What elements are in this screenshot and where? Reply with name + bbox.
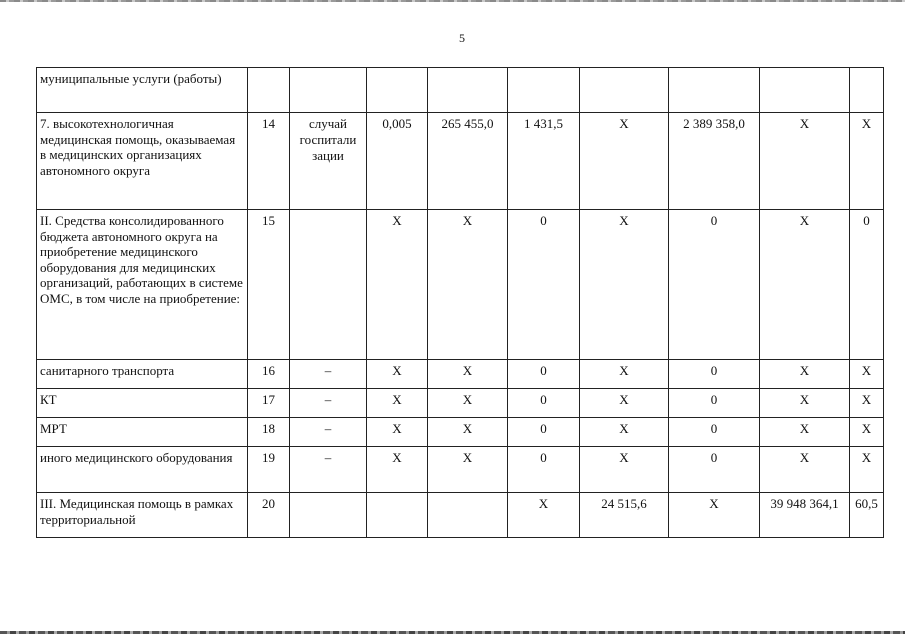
cell-c7: 0 bbox=[850, 210, 884, 360]
cell-c3: 0 bbox=[508, 210, 580, 360]
cell-c7: X bbox=[850, 113, 884, 210]
cell-c3: 0 bbox=[508, 418, 580, 447]
row-unit bbox=[290, 68, 367, 113]
row-name: муниципальные услуги (работы) bbox=[37, 68, 248, 113]
cell-c2: X bbox=[428, 389, 508, 418]
row-unit: случай госпитали зации bbox=[290, 113, 367, 210]
table-row bbox=[37, 418, 884, 447]
table-row bbox=[37, 389, 884, 418]
row-number: 14 bbox=[248, 113, 290, 210]
cell-c3: 0 bbox=[508, 447, 580, 493]
cell-c7: X bbox=[850, 447, 884, 493]
cell-c6: X bbox=[760, 447, 850, 493]
row-name: иного медицинского оборудования bbox=[37, 447, 248, 493]
row-unit: – bbox=[290, 418, 367, 447]
cell-c1: 0,005 bbox=[367, 113, 428, 210]
cell-c1: X bbox=[367, 210, 428, 360]
table-row bbox=[37, 68, 884, 113]
cell-c5: 0 bbox=[669, 360, 760, 389]
row-number: 16 bbox=[248, 360, 290, 389]
cell-c6: X bbox=[760, 113, 850, 210]
cell-c4: 24 515,6 bbox=[580, 493, 669, 538]
row-number: 17 bbox=[248, 389, 290, 418]
cell-c2: 265 455,0 bbox=[428, 113, 508, 210]
cell-c1: X bbox=[367, 447, 428, 493]
row-unit: – bbox=[290, 360, 367, 389]
data-table bbox=[36, 67, 884, 538]
cell-c7: X bbox=[850, 360, 884, 389]
cell-c6: 39 948 364,1 bbox=[760, 493, 850, 538]
scan-edge-top bbox=[0, 0, 905, 2]
cell-c4: X bbox=[580, 360, 669, 389]
cell-c5: X bbox=[669, 493, 760, 538]
row-number: 18 bbox=[248, 418, 290, 447]
cell-c2 bbox=[428, 68, 508, 113]
row-name: санитарного транспорта bbox=[37, 360, 248, 389]
table-row bbox=[37, 113, 884, 210]
cell-c6: X bbox=[760, 360, 850, 389]
scan-edge-bottom bbox=[0, 631, 905, 634]
cell-c5: 0 bbox=[669, 389, 760, 418]
cell-c4: X bbox=[580, 418, 669, 447]
cell-c5: 0 bbox=[669, 447, 760, 493]
cell-c1: X bbox=[367, 360, 428, 389]
row-unit bbox=[290, 493, 367, 538]
cell-c4: X bbox=[580, 389, 669, 418]
cell-c2: X bbox=[428, 360, 508, 389]
cell-c3: X bbox=[508, 493, 580, 538]
cell-c7 bbox=[850, 68, 884, 113]
cell-c6: X bbox=[760, 210, 850, 360]
row-number bbox=[248, 68, 290, 113]
cell-c6 bbox=[760, 68, 850, 113]
cell-c1: X bbox=[367, 389, 428, 418]
row-unit: – bbox=[290, 389, 367, 418]
cell-c3: 0 bbox=[508, 389, 580, 418]
row-number: 20 bbox=[248, 493, 290, 538]
cell-c4: X bbox=[580, 113, 669, 210]
cell-c5: 0 bbox=[669, 418, 760, 447]
cell-c3: 1 431,5 bbox=[508, 113, 580, 210]
cell-c3 bbox=[508, 68, 580, 113]
cell-c2: X bbox=[428, 418, 508, 447]
cell-c1 bbox=[367, 68, 428, 113]
row-name: III. Медицинская помощь в рамках территориальной bbox=[37, 493, 248, 538]
row-unit bbox=[290, 210, 367, 360]
cell-c7: X bbox=[850, 418, 884, 447]
cell-c6: X bbox=[760, 389, 850, 418]
cell-c4: X bbox=[580, 210, 669, 360]
table-row bbox=[37, 493, 884, 538]
table-row bbox=[37, 210, 884, 360]
row-name: МРТ bbox=[37, 418, 248, 447]
cell-c1 bbox=[367, 493, 428, 538]
row-name: КТ bbox=[37, 389, 248, 418]
cell-c7: 60,5 bbox=[850, 493, 884, 538]
cell-c2: X bbox=[428, 210, 508, 360]
page-number: 5 bbox=[459, 31, 465, 45]
cell-c5: 0 bbox=[669, 210, 760, 360]
table-row bbox=[37, 447, 884, 493]
row-unit: – bbox=[290, 447, 367, 493]
cell-c6: X bbox=[760, 418, 850, 447]
cell-c1: X bbox=[367, 418, 428, 447]
cell-c3: 0 bbox=[508, 360, 580, 389]
table-row bbox=[37, 360, 884, 389]
row-name: II. Средства консолидированного бюджета автономного округа на приобретение медицинского оборудования для медицинских организаций, работающих в системе ОМС, в том числе на приобретение: bbox=[37, 210, 248, 360]
cell-c5: 2 389 358,0 bbox=[669, 113, 760, 210]
cell-c5 bbox=[669, 68, 760, 113]
cell-c7: X bbox=[850, 389, 884, 418]
cell-c2: X bbox=[428, 447, 508, 493]
row-number: 19 bbox=[248, 447, 290, 493]
row-name: 7. высокотехнологичная медицинская помощь, оказываемая в медицинских организациях автономного округа bbox=[37, 113, 248, 210]
cell-c4 bbox=[580, 68, 669, 113]
cell-c4: X bbox=[580, 447, 669, 493]
row-number: 15 bbox=[248, 210, 290, 360]
cell-c2 bbox=[428, 493, 508, 538]
